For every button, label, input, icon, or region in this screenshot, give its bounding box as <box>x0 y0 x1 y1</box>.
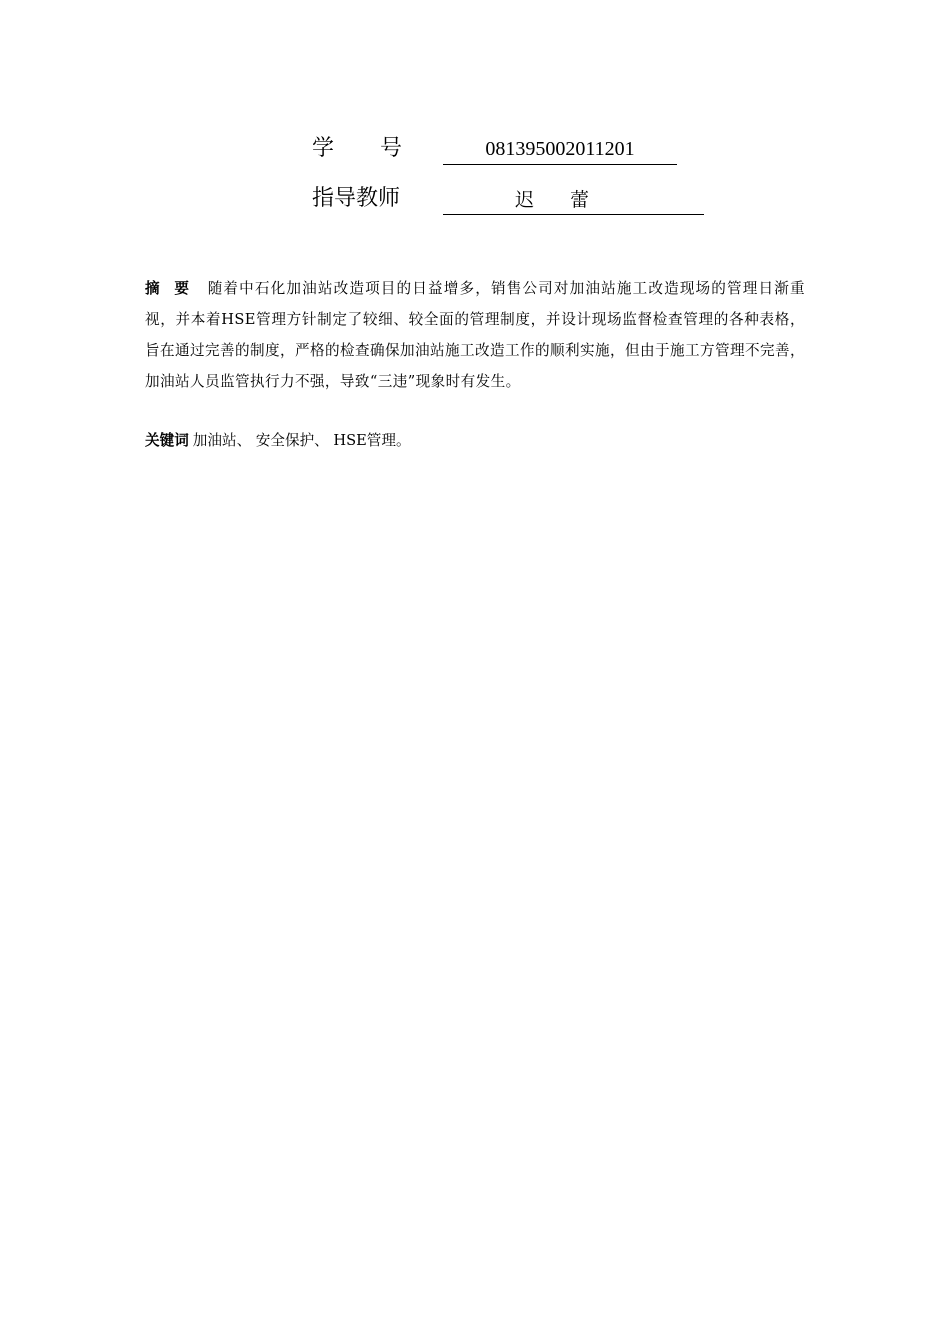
keywords-label: 关键词 <box>145 432 189 449</box>
student-id-row <box>0 134 950 168</box>
abstract-text: 随着中石化加油站改造项目的日益增多，销售公司对加油站施工改造现场的管理日渐重视，并本着HSE管理方针制定了较细、较全面的管理制度，并设计现场监督检查管理的各种表格，旨在通过完善的制度，严格的检查确保加油站施工改造工作的顺利实施，但由于施工方管理不完善，加油站人员监管执行力不强，导致“三违”现象时有发生。 <box>145 280 805 390</box>
student-id-value: 081395002011201 <box>443 134 677 165</box>
advisor-name: 迟蕾 <box>515 189 626 211</box>
advisor-label: 指导教师 <box>312 186 401 211</box>
advisor-value-field <box>443 184 704 215</box>
student-id-label: 学号 <box>312 136 449 161</box>
keywords-section <box>145 425 805 456</box>
keywords-text: 加油站、 安全保护、 HSE管理。 <box>192 432 411 449</box>
abstract-section <box>145 273 805 397</box>
abstract-label: 摘要 <box>145 280 204 297</box>
advisor-row <box>0 184 950 218</box>
